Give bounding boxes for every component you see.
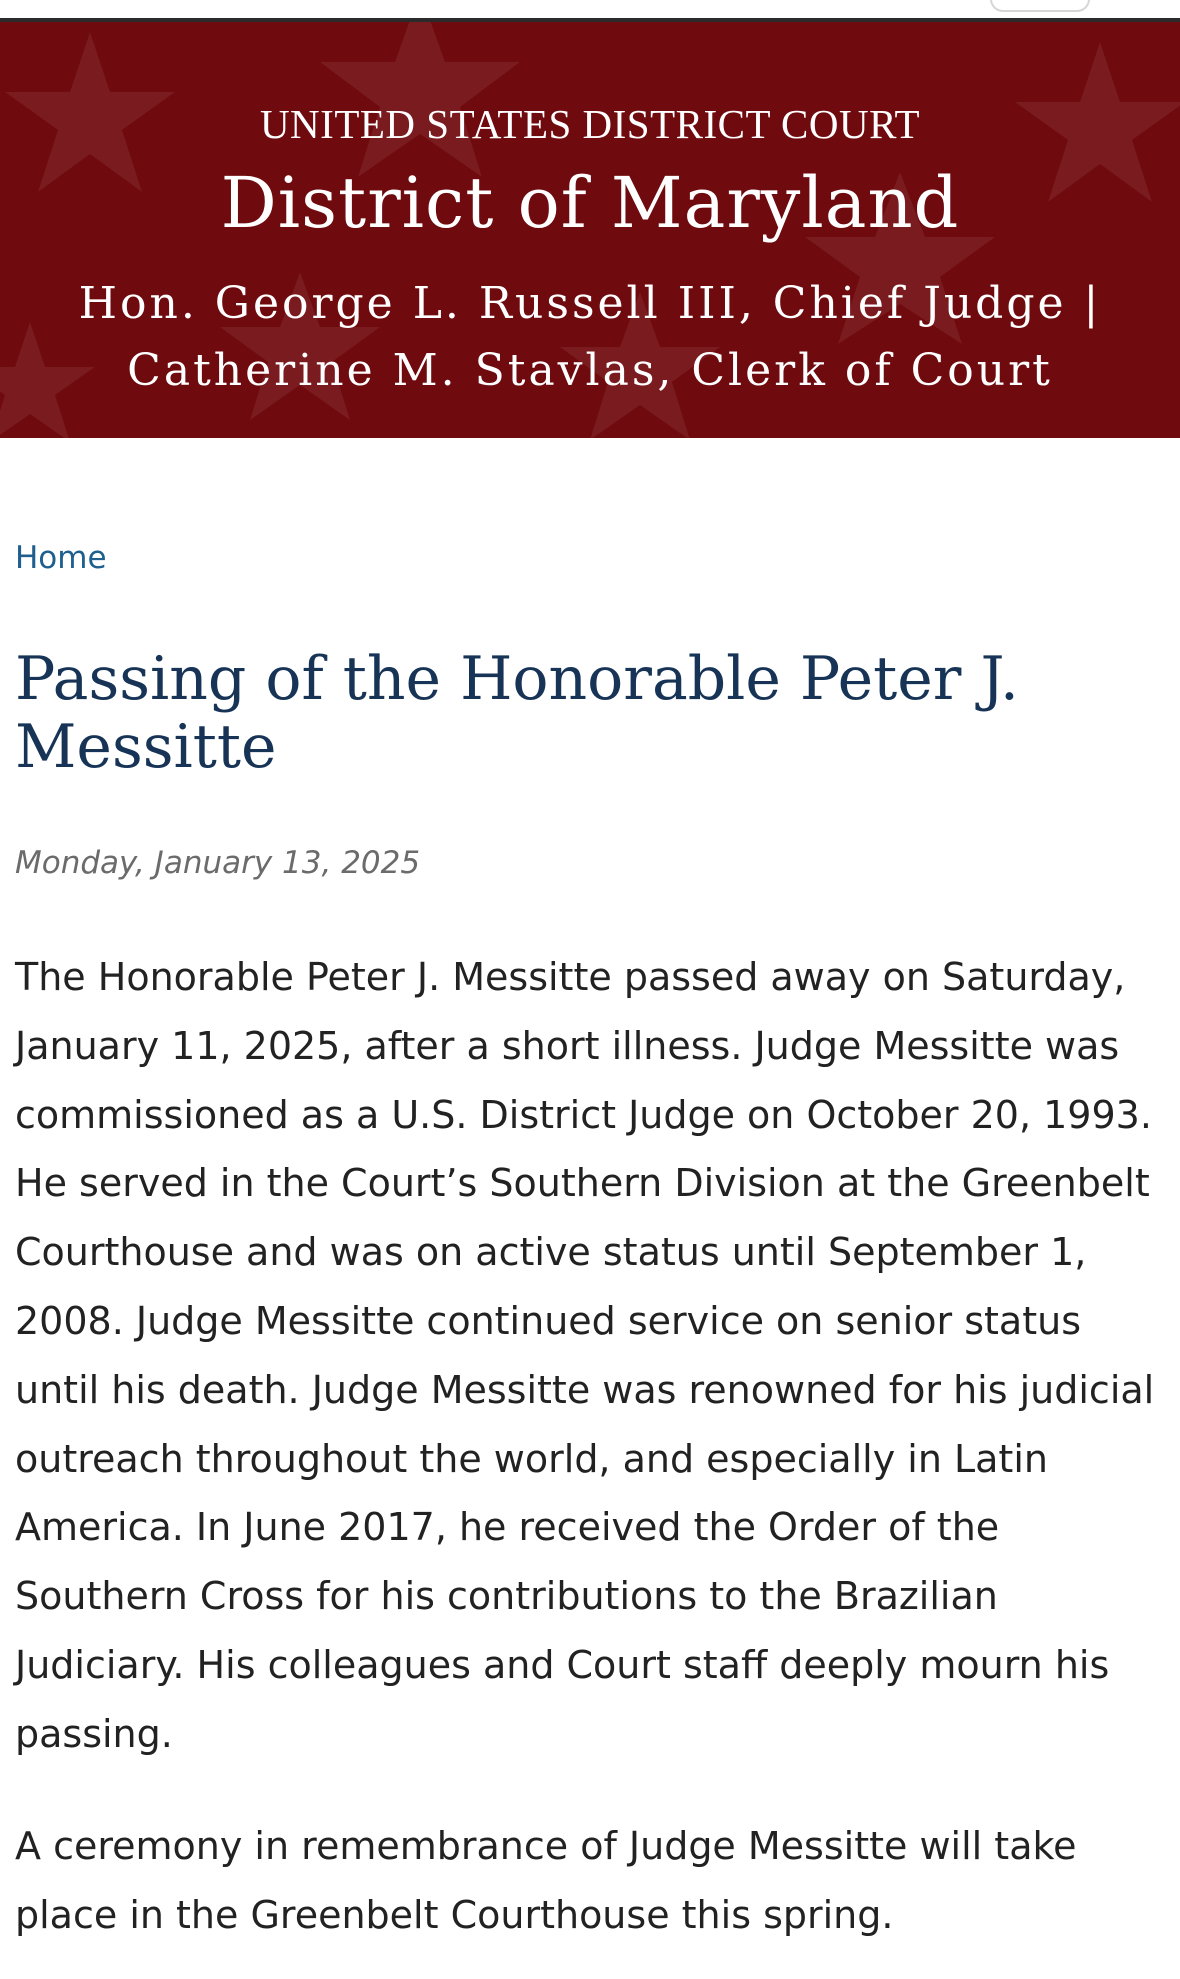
clerk-of-court-line: Catherine M. Stavlas, Clerk of Court xyxy=(127,345,1053,396)
article-paragraph-2: A ceremony in remembrance of Judge Messitte will take place in the Greenbelt Courthouse this spring. xyxy=(15,1824,1077,1937)
page-title: Passing of the Honorable Peter J. Messitte xyxy=(15,644,1019,782)
officials-text xyxy=(0,270,1180,404)
district-name-title: District of Maryland xyxy=(220,162,960,244)
court-name-text: UNITED STATES DISTRICT COURT xyxy=(259,101,921,147)
article-date: Monday, January 13, 2025 xyxy=(15,845,421,881)
breadcrumb-home-link[interactable]: Home xyxy=(15,540,107,576)
top-pill-button[interactable] xyxy=(990,0,1090,12)
court-header-banner xyxy=(0,22,1180,438)
chief-judge-line: Hon. George L. Russell III, Chief Judge | xyxy=(78,278,1102,329)
top-browser-strip xyxy=(0,0,1180,22)
article-paragraph-1: The Honorable Peter J. Messitte passed away on Saturday, January 11, 2025, after a short illness. Judge Messitte was commissioned as a U.S. District Judge on October 20, 1993. He served in the Court’s Southern Division at the Greenbelt Courthouse and was on active status until September 1, 2008. Judge Messitte continued service on senior status until his death. Judge Messitte was renowned for his judicial outreach throughout the world, and especially in Latin America. In June 2017, he received the Order of the Southern Cross for his contributions to the Brazilian Judiciary. His colleagues and Court staff deeply mourn his passing. xyxy=(15,955,1155,1756)
